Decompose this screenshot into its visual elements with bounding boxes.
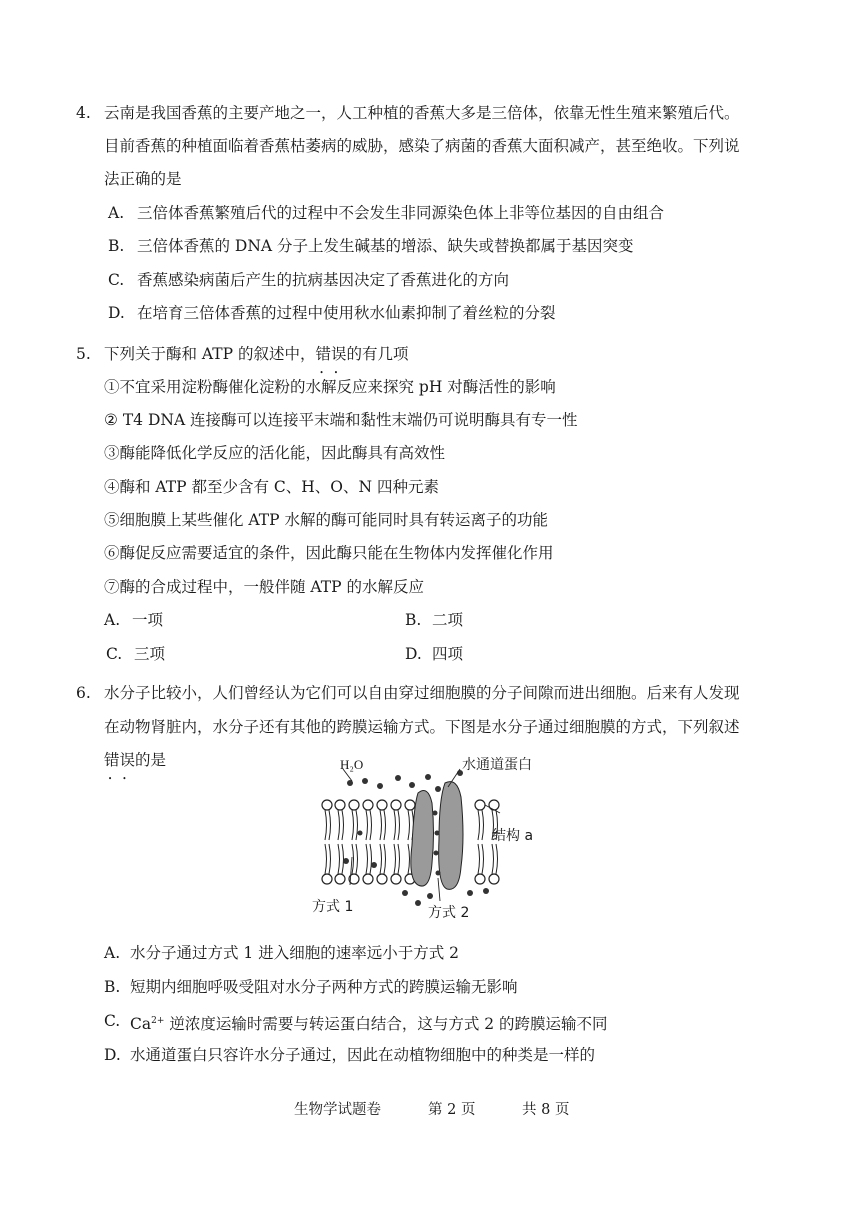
option-text: 二项	[432, 611, 464, 629]
option-label: B.	[405, 611, 422, 629]
option-text: 三倍体香蕉繁殖后代的过程中不会发生非同源染色体上非等位基因的自由组合	[137, 204, 665, 222]
stem-text: 的是	[135, 751, 167, 769]
option-label: A.	[104, 944, 121, 962]
option-text: 在培育三倍体香蕉的过程中使用秋水仙素抑制了着丝粒的分裂	[137, 304, 556, 322]
question-stem-line: 水分子比较小，人们曾经认为它们可以自由穿过细胞膜的分子间隙而进出细胞。后来有人发现	[104, 684, 740, 702]
statement-item: ② T4 DNA 连接酶可以连接平末端和黏性末端仍可说明酶具有专一性	[104, 411, 578, 429]
option-text: 一项	[132, 611, 164, 629]
option-label: D.	[104, 1046, 121, 1064]
membrane-diagram	[310, 753, 570, 933]
question-stem-line: 在动物肾脏内，水分子还有其他的跨膜运输方式。下图是水分子通过细胞膜的方式，下列叙述	[104, 718, 740, 736]
statement-item: ④酶和 ATP 都至少含有 C、H、O、N 四种元素	[104, 478, 439, 496]
ion-charge: 2+	[151, 1016, 165, 1026]
option-label: B.	[104, 978, 121, 996]
stem-text: 的有几项	[346, 345, 409, 363]
emphasis-text: 错误 • •	[315, 338, 346, 371]
stem-text: 下列关于酶和 ATP 的叙述中，	[104, 345, 316, 363]
question-number: 5.	[76, 345, 91, 363]
option-text: 四项	[432, 645, 464, 663]
question-stem-line: 云南是我国香蕉的主要产地之一，人工种植的香蕉大多是三倍体，依靠无性生殖来繁殖后代。	[104, 104, 740, 122]
option-text-rest: 逆浓度运输时需要与转运蛋白结合，这与方式 2 的跨膜运输不同	[164, 1015, 608, 1034]
option-text: 水分子通过方式 1 进入细胞的速率远小于方式 2	[130, 944, 460, 962]
question-number: 6.	[76, 684, 91, 702]
statement-item: ③酶能降低化学反应的活化能，因此酶具有高效性	[104, 444, 446, 462]
option-label: C.	[106, 645, 123, 663]
h2o-label: H₂O	[340, 757, 364, 772]
question-number: 4.	[76, 104, 91, 122]
statement-item: ①不宜采用淀粉酶催化淀粉的水解反应来探究 pH 对酶活性的影响	[104, 378, 556, 396]
water-channel-label: 水通道蛋白	[462, 757, 532, 773]
emphasis-text: 错误 • •	[104, 744, 135, 777]
option-label: A.	[104, 611, 121, 629]
option-label: C.	[104, 1012, 121, 1030]
question-stem-line: 目前香蕉的种植面临着香蕉枯萎病的威胁，感染了病菌的香蕉大面积减产，甚至绝收。下列说	[104, 137, 740, 155]
option-label: A.	[108, 204, 125, 222]
option-text: 三项	[134, 645, 166, 663]
footer-total-pages: 共 8 页	[522, 1102, 570, 1118]
option-text	[130, 1005, 608, 1041]
footer-page-number: 第 2 页	[428, 1102, 476, 1118]
question-stem	[104, 338, 409, 371]
mode-1-label: 方式 1	[312, 899, 354, 915]
option-text: 三倍体香蕉的 DNA 分子上发生碱基的增添、缺失或替换都属于基因突变	[137, 237, 634, 255]
statement-item: ⑤细胞膜上某些催化 ATP 水解的酶可能同时具有转运离子的功能	[104, 511, 548, 529]
question-stem-line	[104, 744, 166, 777]
option-text: 香蕉感染病菌后产生的抗病基因决定了香蕉进化的方向	[137, 271, 510, 289]
statement-item: ⑥酶促反应需要适宜的条件，因此酶只能在生物体内发挥催化作用	[104, 544, 554, 562]
structure-a-label: 结构 a	[492, 828, 534, 844]
mode-2-label: 方式 2	[428, 905, 470, 921]
footer-subject: 生物学试题卷	[294, 1102, 381, 1118]
statement-item: ⑦酶的合成过程中，一般伴随 ATP 的水解反应	[104, 578, 424, 596]
option-label: D.	[108, 304, 125, 322]
ion-symbol: Ca	[130, 1015, 152, 1034]
question-stem-line: 法正确的是	[104, 170, 182, 188]
option-label: B.	[108, 237, 125, 255]
option-label: D.	[405, 645, 422, 663]
option-text: 短期内细胞呼吸受阻对水分子两种方式的跨膜运输无影响	[130, 978, 518, 996]
option-text: 水通道蛋白只容许水分子通过，因此在动植物细胞中的种类是一样的	[130, 1046, 596, 1064]
option-label: C.	[108, 271, 125, 289]
